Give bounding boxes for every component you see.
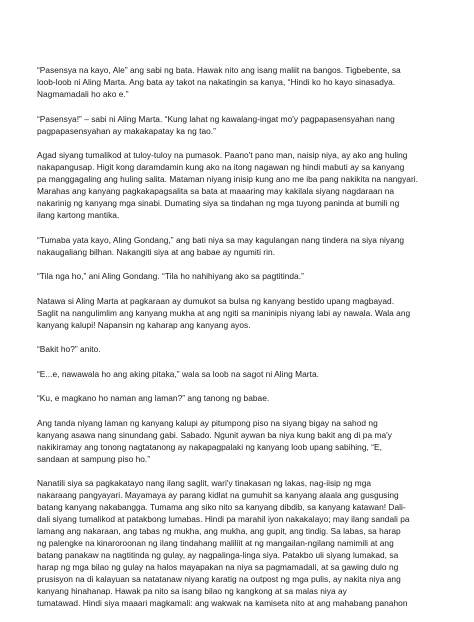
text-line: nakapangusap. Higit kong daramdamin kung ako na itong nagawan ng hindi mabuti ay sa kanyang: [37, 162, 405, 172]
text-line: “Bakit ho?” anito.: [37, 344, 101, 354]
paragraph-3: [37, 149, 437, 221]
text-line: Ang tanda niyang laman ng kanyang kalupi ay pitumpong piso na siyang bigay na sahod ng: [37, 417, 378, 428]
text-line: Saglit na nangulimlim ang kanyang mukha at ang ngiti sa maninipis niyang labi ay nawala. Wala ang: [37, 307, 411, 318]
text-line: Marahas ang kanyang pagkakapagsalita sa bata at maaaring may kakilala siyang nagdaraan na: [37, 186, 395, 196]
text-line: loob-loob ni Aling Marta. Ang bata ay takot na nakatingin sa kanya, “Hindi ko ho kayo sinasadya.: [37, 77, 396, 87]
text-line: Nanatili siya sa pagkakatayo nang ilang saglit, wari'y tinakasan ng lakas, nag-iisip ng mga: [37, 478, 372, 488]
text-line: Nagmamadali ho ako e.”: [37, 89, 129, 99]
text-line: dali siyang tumalikod at patakbong lumabas. Hindi pa marahil iyon nakakalayo; may ilang sandali pa: [37, 514, 410, 524]
text-line: “E...e, nawawala ho ang aking pitaka,” wala sa loob na sagot ni Aling Marta.: [37, 368, 319, 379]
text-line: pagpapasensyahan ay makakapatay ka ng tao.”: [37, 125, 216, 136]
text-line: Agad siyang tumalikod at tuloy-tuloy na pumasok. Paano't pano man, naisip niya, ay ako ang huling: [37, 150, 408, 160]
text-line: “Pasensya!” – sabi ni Aling Marta. “Kung lahat ng kawalang-ingat mo'y pagpapasensyahan nang: [37, 113, 395, 124]
text-line: nakikiramay ang tonong nagtatanong ay nakapagpalaki ng kanyang loob upang sabihing, “E,: [37, 441, 382, 452]
text-line: sandaan at sampung piso ho.”: [37, 453, 151, 464]
text-line: Natawa si Aling Marta at pagkaraan ay dumukot sa bulsa ng kanyang bestido upang magbayad.: [37, 295, 395, 306]
text-line: “Ku, e magkano ho naman ang laman?” ang tanong ng babae.: [37, 393, 270, 403]
text-line: kanyang asawa nang sinundang gabi. Sabado. Ngunit aywan ba niya kung bakit ang di pa ma'y: [37, 429, 392, 440]
paragraph-8: [37, 368, 437, 380]
text-line: kanyang hinahanap. Hawak pa nito sa isang bilao ng kangkong at sa malas niya ay: [37, 586, 347, 596]
paragraph-4: [37, 234, 437, 258]
paragraph-2: [37, 113, 437, 137]
text-line: harap ng mga bilao ng gulay na halos mayapakan na niya sa pagmamadali, at sa gawing dulo ng: [37, 562, 399, 572]
text-line: ilang kartong mantika.: [37, 210, 120, 220]
paragraph-7: [37, 343, 437, 355]
text-line: “Tumaba yata kayo, Aling Gondang,” ang bati niya sa may kagulangan nang tindera na siya niyang: [37, 234, 405, 245]
text-line: tumatawad. Hindi siya maaari magkamali: ang wakwak na kamiseta nito at ang mahabang panahon: [37, 598, 408, 608]
text-line: nakaugaliang bilhan. Nakangiti siya at ang babae ay ngumiti rin.: [37, 246, 276, 257]
text-line: ng palengke na kinaroroonan ng ilang tindahang maliliit at ng mangailan-ngilang namimili at ang: [37, 538, 394, 548]
text-line: kanyang kalupi! Napansin ng kaharap ang kanyang ayos.: [37, 319, 251, 330]
text-line: lamang ang nakaraan, ang tabas ng mukha, ang mukha, ang gupit, ang tindig. Sa labas, sa harap: [37, 526, 401, 536]
text-line: “Tila nga ho,” ani Aling Gondang. “Tila ho nahihiyang ako sa pagtitinda.”: [37, 271, 304, 281]
text-line: prusisyon na di kalayuan sa natatanaw niyang karatig na outpost ng mga pulis, ay nakita niya ang: [37, 574, 401, 584]
document-page: [37, 64, 437, 622]
text-line: nakarinig ng kanyang mga sinabi. Dumating siya sa tindahan ng mga tuyong paninda at bumili ng: [37, 198, 400, 208]
text-line: “Pasensya na kayo, Ale” ang sabi ng bata. Hawak nito ang isang maliit na bangos. Tigbebente, sa: [37, 65, 401, 75]
paragraph-9: [37, 392, 437, 404]
text-line: pa manggagaling ang huling salita. Mataman niyang inisip kung ano me iba pang nakikita na nangyari.: [37, 174, 419, 184]
text-line: batang panakaw na nagtitinda ng gulay, ay nagpalinga-linga siya. Patakbo uli siyang lumakad, sa: [37, 550, 399, 560]
paragraph-10: [37, 417, 437, 465]
paragraph-1: [37, 64, 437, 100]
text-line: nakaraang pangyayari. Mayamaya ay parang kidlat na gumuhit sa kanyang alaala ang gusgusing: [37, 490, 399, 500]
text-line: batang kanyang nakabangga. Tumama ang siko nito sa kanyang dibdib, sa kanyang katawan! Dali-: [37, 502, 406, 512]
paragraph-6: [37, 295, 437, 331]
paragraph-11: [37, 477, 437, 609]
paragraph-5: [37, 270, 437, 282]
